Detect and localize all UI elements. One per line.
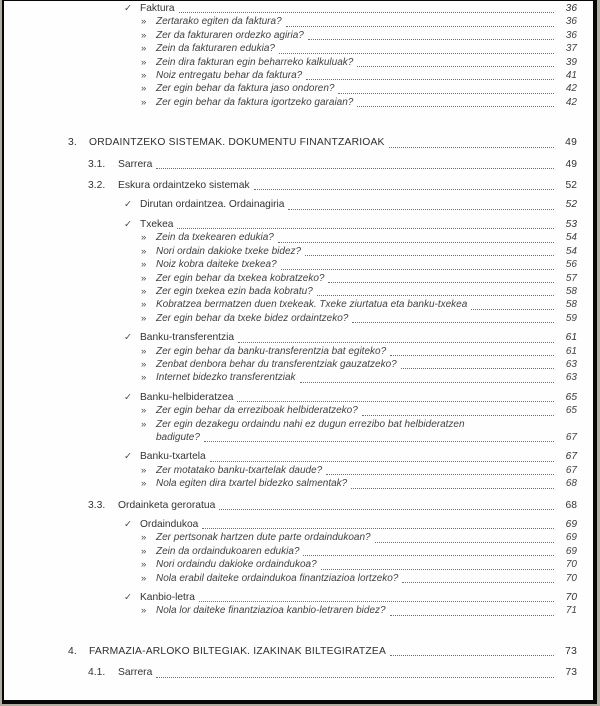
dotted-leader (177, 228, 554, 229)
entry-label: Banku-helbideratzea (140, 391, 234, 403)
page-number: 36 (565, 3, 577, 14)
page-number: 59 (565, 312, 577, 324)
chevron-icon: » (141, 83, 147, 95)
page-number: 58 (565, 299, 577, 311)
chevron-icon: » (141, 96, 147, 108)
toc-sub-row (4, 312, 577, 325)
entry-label: Dirutan ordaintzea. Ordainagiria (140, 199, 285, 211)
dotted-leader (204, 441, 554, 442)
toc-sub-row (4, 29, 577, 42)
chevron-icon: » (141, 285, 147, 297)
dotted-leader (300, 382, 554, 383)
dotted-leader (352, 322, 554, 323)
dotted-leader (362, 415, 554, 416)
toc-sub-row (4, 245, 577, 258)
dotted-leader (357, 66, 554, 67)
entry-label: Faktura (140, 3, 175, 14)
dotted-leader (338, 93, 554, 94)
toc-sub-row (4, 298, 577, 311)
entry-label: Zer egin dezakegu ordaindu nahi ez dugun errezibo bat helbideratzen (156, 418, 465, 430)
chevron-icon: » (141, 478, 147, 490)
entry-label: Zer egin behar da faktura jaso ondoren? (156, 83, 335, 95)
page-number: 37 (565, 43, 577, 55)
entry-label: Zein da txekearen edukia? (156, 232, 274, 244)
chevron-icon: » (141, 559, 147, 571)
dotted-leader (156, 677, 554, 678)
dotted-leader (402, 582, 554, 583)
dotted-leader (238, 342, 554, 343)
check-icon: ✓ (124, 592, 132, 604)
entry-number: 3.2. (88, 180, 106, 192)
entry-label: Sarrera (118, 158, 153, 170)
entry-number: 3. (68, 137, 77, 149)
page-number: 41 (565, 70, 577, 82)
page-number: 42 (565, 83, 577, 95)
entry-label: badigute? (156, 431, 200, 443)
entry-label: Zer egin behar da txekea kobratzeko? (156, 272, 325, 284)
page-number: 61 (565, 332, 577, 344)
toc-chapter-row (4, 136, 577, 149)
dotted-leader (357, 106, 554, 107)
page-number: 67 (565, 431, 577, 443)
entry-label: Banku-txartela (140, 451, 206, 463)
entry-label: Ordainketa geroratua (118, 499, 216, 511)
toc-sub-row (4, 231, 577, 244)
entry-label: Banku-transferentzia (140, 332, 235, 344)
entry-label: Nori ordain dakioke txeke bidez? (156, 245, 302, 257)
dotted-leader (306, 79, 554, 80)
dotted-leader (219, 509, 554, 510)
toc-check-row (4, 198, 577, 211)
dotted-leader (351, 488, 554, 489)
toc-section-row (4, 666, 577, 679)
dotted-leader (199, 601, 554, 602)
chevron-icon: » (141, 70, 147, 82)
entry-label: Zein da ordaindukoaren edukia? (156, 545, 300, 557)
toc-check-row (4, 450, 577, 463)
toc-sub-row (4, 404, 577, 417)
entry-label: Noiz entregatu behar da faktura? (156, 70, 303, 82)
page-number: 39 (565, 56, 577, 68)
page-number: 70 (565, 592, 577, 604)
page-number: 49 (565, 158, 577, 170)
chevron-icon: » (141, 358, 147, 370)
toc-check-row (4, 591, 577, 604)
entry-label: Zer egin behar da banku-transferentzia bat egiteko? (156, 345, 387, 357)
entry-label: Zein da fakturaren edukia? (156, 43, 275, 55)
check-icon: ✓ (124, 451, 132, 463)
entry-label: Nola egiten dira txartel bidezko salmentak? (156, 478, 348, 490)
page-number: 67 (565, 451, 577, 463)
dotted-leader (156, 168, 554, 169)
toc-sub-row (4, 42, 577, 55)
page-number: 56 (565, 259, 577, 271)
entry-label: Zer egin behar da txeke bidez ordaintzeko? (156, 312, 349, 324)
toc-check-row (4, 518, 577, 531)
check-icon: ✓ (124, 391, 132, 403)
page-number: 69 (565, 532, 577, 544)
toc-sub-row (4, 272, 577, 285)
entry-label: Zer egin behar da faktura igortzeko garaian? (156, 96, 354, 108)
page-number: 52 (565, 199, 577, 211)
page-number: 65 (565, 391, 577, 403)
chevron-icon: » (141, 299, 147, 311)
dotted-leader (305, 255, 554, 256)
entry-label: Zein dira fakturan egin beharreko kalkuluak? (156, 56, 354, 68)
toc-check-row (4, 2, 577, 15)
page-number: 42 (565, 96, 577, 108)
page-number: 68 (565, 499, 577, 511)
dotted-leader (390, 615, 554, 616)
toc-section-row (4, 499, 577, 512)
entry-label: Zer da fakturaren ordezko agiria? (156, 29, 304, 41)
page-number: 73 (565, 667, 577, 679)
dotted-leader (286, 26, 554, 27)
chevron-icon: » (141, 43, 147, 55)
chevron-icon: » (141, 405, 147, 417)
page-number: 63 (565, 358, 577, 370)
chevron-icon: » (141, 345, 147, 357)
dotted-leader (279, 53, 554, 54)
toc-sub-row (4, 572, 577, 585)
dotted-leader (401, 368, 554, 369)
dotted-leader (471, 309, 554, 310)
entry-number: 4. (68, 645, 77, 657)
page-number: 58 (565, 285, 577, 297)
dotted-leader (278, 242, 554, 243)
toc-sub-row (4, 285, 577, 298)
chevron-icon: » (141, 545, 147, 557)
entry-label: Nola erabil daiteke ordaindukoa finantziazioa lortzeko? (156, 572, 399, 584)
chevron-icon: » (141, 29, 147, 41)
entry-label: Internet bidezko transferentziak (156, 372, 296, 384)
chevron-icon: » (141, 605, 147, 617)
toc-sub-row (4, 345, 577, 358)
toc-chapter-row (4, 645, 577, 658)
toc-sub-row (4, 604, 577, 617)
entry-label: Kobratzea bermatzen duen txekeak. Txeke ziurtatua eta banku-txekea (156, 299, 468, 311)
chevron-icon: » (141, 464, 147, 476)
page-number: 54 (565, 232, 577, 244)
toc-sub-row (4, 531, 577, 544)
page-number: 36 (565, 29, 577, 41)
entry-label: Nola lor daiteke finantziazioa kanbio-letraren bidez? (156, 605, 386, 617)
dotted-leader (389, 147, 554, 148)
dotted-leader (210, 461, 554, 462)
page-number: 61 (565, 345, 577, 357)
dotted-leader (326, 474, 554, 475)
entry-label: ORDAINTZEKO SISTEMAK. DOKUMENTU FINANTZARIOAK (89, 137, 385, 149)
page-number: 69 (565, 519, 577, 530)
toc-sub-row (4, 258, 577, 271)
check-icon: ✓ (124, 3, 132, 14)
dotted-leader (254, 189, 554, 190)
page-number: 71 (565, 605, 577, 617)
dotted-leader (328, 282, 554, 283)
check-icon: ✓ (124, 218, 132, 230)
toc-sub-row (4, 15, 577, 28)
chevron-icon: » (141, 232, 147, 244)
chevron-icon: » (141, 272, 147, 284)
check-icon: ✓ (124, 519, 132, 530)
page-number: 68 (565, 478, 577, 490)
page-number: 49 (565, 137, 577, 149)
entry-number: 3.3. (88, 499, 106, 511)
chevron-icon: » (141, 532, 147, 544)
toc-sub-row (4, 96, 577, 109)
page-number: 53 (565, 218, 577, 230)
entry-label: Kanbio-letra (140, 592, 195, 604)
toc-sub-row (4, 371, 577, 384)
toc-check-row (4, 391, 577, 404)
dotted-leader (317, 295, 554, 296)
chevron-icon: » (141, 259, 147, 271)
dotted-leader (308, 39, 554, 40)
toc-sub-row (4, 358, 577, 371)
entry-label: Zenbat denbora behar du transferentziak gauzatzeko? (156, 358, 397, 370)
dotted-leader (288, 209, 554, 210)
chevron-icon: » (141, 572, 147, 584)
dotted-leader (237, 401, 554, 402)
toc-sub-continuation-row (4, 431, 577, 444)
chevron-icon: » (141, 16, 147, 28)
chevron-icon: » (141, 372, 147, 384)
toc-sub-row (4, 558, 577, 571)
dotted-leader (303, 555, 554, 556)
page-number: 65 (565, 405, 577, 417)
toc-sub-row (4, 545, 577, 558)
chevron-icon: » (141, 245, 147, 257)
toc-check-row (4, 331, 577, 344)
page-number: 70 (565, 559, 577, 571)
page-number: 69 (565, 545, 577, 557)
toc-sub-row (4, 82, 577, 95)
dotted-leader (202, 528, 554, 529)
dotted-leader (321, 569, 554, 570)
toc-list (4, 1, 593, 680)
dotted-leader (390, 655, 554, 656)
entry-label: Zer pertsonak hartzen dute parte ordaindukoan? (156, 532, 371, 544)
toc-section-row (4, 158, 577, 171)
page-number: 70 (565, 572, 577, 584)
entry-label: FARMAZIA-ARLOKO BILTEGIAK. IZAKINAK BILTEGIRATZEA (89, 645, 387, 657)
toc-sub-row (4, 418, 577, 431)
dotted-leader (281, 269, 554, 270)
chevron-icon: » (141, 312, 147, 324)
toc-sub-row (4, 477, 577, 490)
page-number: 63 (565, 372, 577, 384)
page-number: 57 (565, 272, 577, 284)
toc-sub-row (4, 464, 577, 477)
dotted-leader (179, 12, 554, 13)
toc-check-row (4, 218, 577, 231)
toc-page (2, 0, 597, 704)
check-icon: ✓ (124, 332, 132, 344)
chevron-icon: » (141, 418, 147, 430)
page-number: 73 (565, 645, 577, 657)
page-number: 52 (565, 180, 577, 192)
entry-number: 3.1. (88, 158, 106, 170)
entry-number: 4.1. (88, 667, 106, 679)
entry-label: Nori ordaindu dakioke ordaindukoa? (156, 559, 317, 571)
entry-label: Zer egin txekea ezin bada kobratu? (156, 285, 313, 297)
entry-label: Noiz kobra daiteke txekea? (156, 259, 277, 271)
entry-label: Zertarako egiten da faktura? (156, 16, 282, 28)
entry-label: Txekea (140, 218, 174, 230)
entry-label: Zer motatako banku-txartelak daude? (156, 464, 323, 476)
dotted-leader (390, 355, 554, 356)
entry-label: Ordaindukoa (140, 519, 199, 530)
page-number: 36 (565, 16, 577, 28)
check-icon: ✓ (124, 199, 132, 211)
toc-sub-row (4, 69, 577, 82)
page-number: 54 (565, 245, 577, 257)
toc-section-row (4, 179, 577, 192)
entry-label: Sarrera (118, 667, 153, 679)
entry-label: Zer egin behar da erreziboak helbideratzeko? (156, 405, 358, 417)
toc-sub-row (4, 56, 577, 69)
page-number: 67 (565, 464, 577, 476)
chevron-icon: » (141, 56, 147, 68)
entry-label: Eskura ordaintzeko sistemak (118, 180, 250, 192)
dotted-leader (375, 542, 554, 543)
